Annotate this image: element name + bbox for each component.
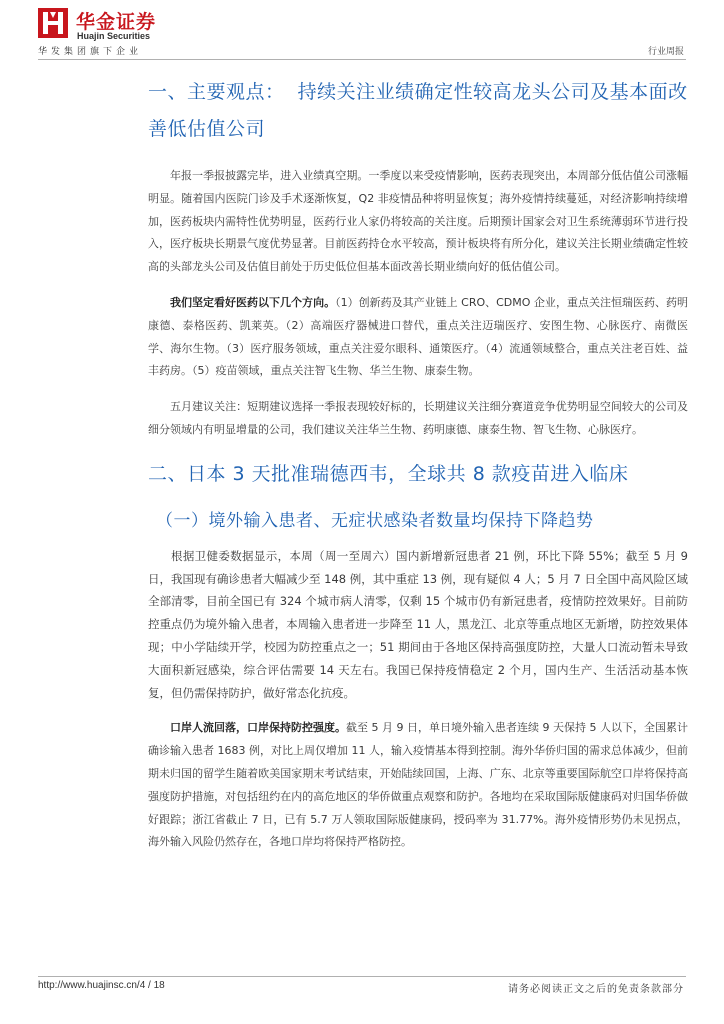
section-2-title: 二、日本 3 天批准瑞德西韦，全球共 8 款疫苗进入临床: [148, 462, 629, 485]
footer-divider: [38, 976, 686, 977]
section-2-paragraph-2-lead: 口岸人流回落，口岸保持防控强度。: [170, 721, 347, 735]
logo-english-name: Huajin Securities: [77, 31, 151, 41]
page-content: [148, 70, 688, 854]
section-1-paragraph-2: [148, 292, 688, 383]
section-1-paragraph-1: 年报一季报披露完毕，进入业绩真空期。一季度以来受疫情影响，医药表现突出，本周部分低估值公司涨幅明显。随着国内医院门诊及手术逐渐恢复，Q2 非疫情品种将明显恢复；海外疫情持续蔓延，对经济影响持续增加，医药板块内需特性优势明显，医药行业人家仍将较高的关注度。后期预计国家会对卫生系统薄弱环节进行投入，医疗板块长期景气度优势显著。目前医药持仓水平较高，预计板块将有所分化，建议关注长期业绩确定性较高的头部龙头公司及估值目前处于历史低位但基本面改善长期业绩向好的低估值公司。: [148, 169, 688, 274]
huajin-logo-icon: [38, 8, 68, 38]
section-1-title: [148, 74, 688, 148]
section-2-paragraph-2: [148, 717, 688, 854]
section-1-title-line-1: 一、主要观点： 持续关注业绩确定性较高龙头公司及基本面改: [148, 81, 688, 103]
report-type-label: 行业周报: [647, 47, 684, 57]
header-divider: [38, 59, 686, 60]
section-1-paragraph-2-body: （1）创新药及其产业链上 CRO、CDMO 企业，重点关注恒瑞医药、药明康德、泰格医药、凯莱英。（2）高端医疗器械进口替代，重点关注迈瑞医疗、安图生物、心脉医疗、南微医学、海尔生物。（3）医疗服务领域，重点关注爱尔眼科、通策医疗。（4）流通领域整合，重点关注老百姓、益丰药房。（5）疫苗领域，重点关注智飞生物、华兰生物、康泰生物。: [148, 295, 688, 378]
footer-url-page: http://www.huajinsc.cn/4 / 18: [38, 980, 165, 991]
section-2-subtitle-1: （一）境外输入患者、无症状感染者数量均保持下降趋势: [156, 510, 594, 531]
page-header: [0, 0, 724, 64]
section-1-paragraph-2-lead: 我们坚定看好医药以下几个方向。: [170, 295, 336, 309]
section-2-paragraph-2-body: 截至 5 月 9 日，单日境外输入患者连续 9 天保持 5 人以下，全国累计确诊输入患者 1683 例，对比上周仅增加 11 人，输入疫情基本得到控制。海外华侨归国的需求总体减少，但前期未归国的留学生随着欧美国家期末考试结束，开始陆续回国，上海、广东、北京等重要国际航空口岸将保持高强度防护措施，对包括纽约在内的高危地区的华侨做重点观察和防护。各地均在采取国际版健康码对归国华侨做好跟踪；浙江省截止 7 日，已有 5.7 万人领取国际版健康码，授码率为 31.77%。海外疫情形势仍未见拐点，海外输入风险仍然存在，各地口岸均将保持严格防控。: [148, 721, 689, 849]
logo-chinese-name: 华金证券: [76, 11, 157, 33]
section-1-paragraph-3: 五月建议关注：短期建议选择一季报表现较好标的，长期建议关注细分赛道竞争优势明显空间较大的公司及细分领域内有明显增量的公司，我们建议关注华兰生物、药明康德、康泰生物、智飞生物、心脉医疗。: [148, 400, 688, 436]
section-2-paragraph-1: 根据卫健委数据显示，本周（周一至周六）国内新增新冠患者 21 例，环比下降 55%；截至 5 月 9 日，我国现有确诊患者大幅减少至 148 例，其中重症 13 例，现有疑似 4 人；5 月 7 日全国中高风险区域全部清零，目前全国已有 324 个城市病人清零，仅剩 15 个城市仍有新冠患者，疫情防控效果好。目前防控重点仍为境外输入患者，本周输入患者进一步降至 11 人，黑龙江、北京等重点地区无新增，防控效果体现；中小学陆续开学，校园为防控重点之一；51 期间由于各地区保持高强度防控，大量人口流动暂未导致大面积新冠感染，综合评估需要 14 天左右。我国已保持疫情稳定 2 个月，国内生产、生活活动基本恢复，但仍需保持防护，做好常态化抗疫。: [148, 548, 688, 700]
group-affiliation: 华发集团旗下企业: [38, 47, 143, 57]
section-1-title-line-2: 善低估值公司: [148, 118, 266, 140]
footer-disclaimer: 请务必阅读正文之后的免责条款部分: [508, 984, 684, 995]
